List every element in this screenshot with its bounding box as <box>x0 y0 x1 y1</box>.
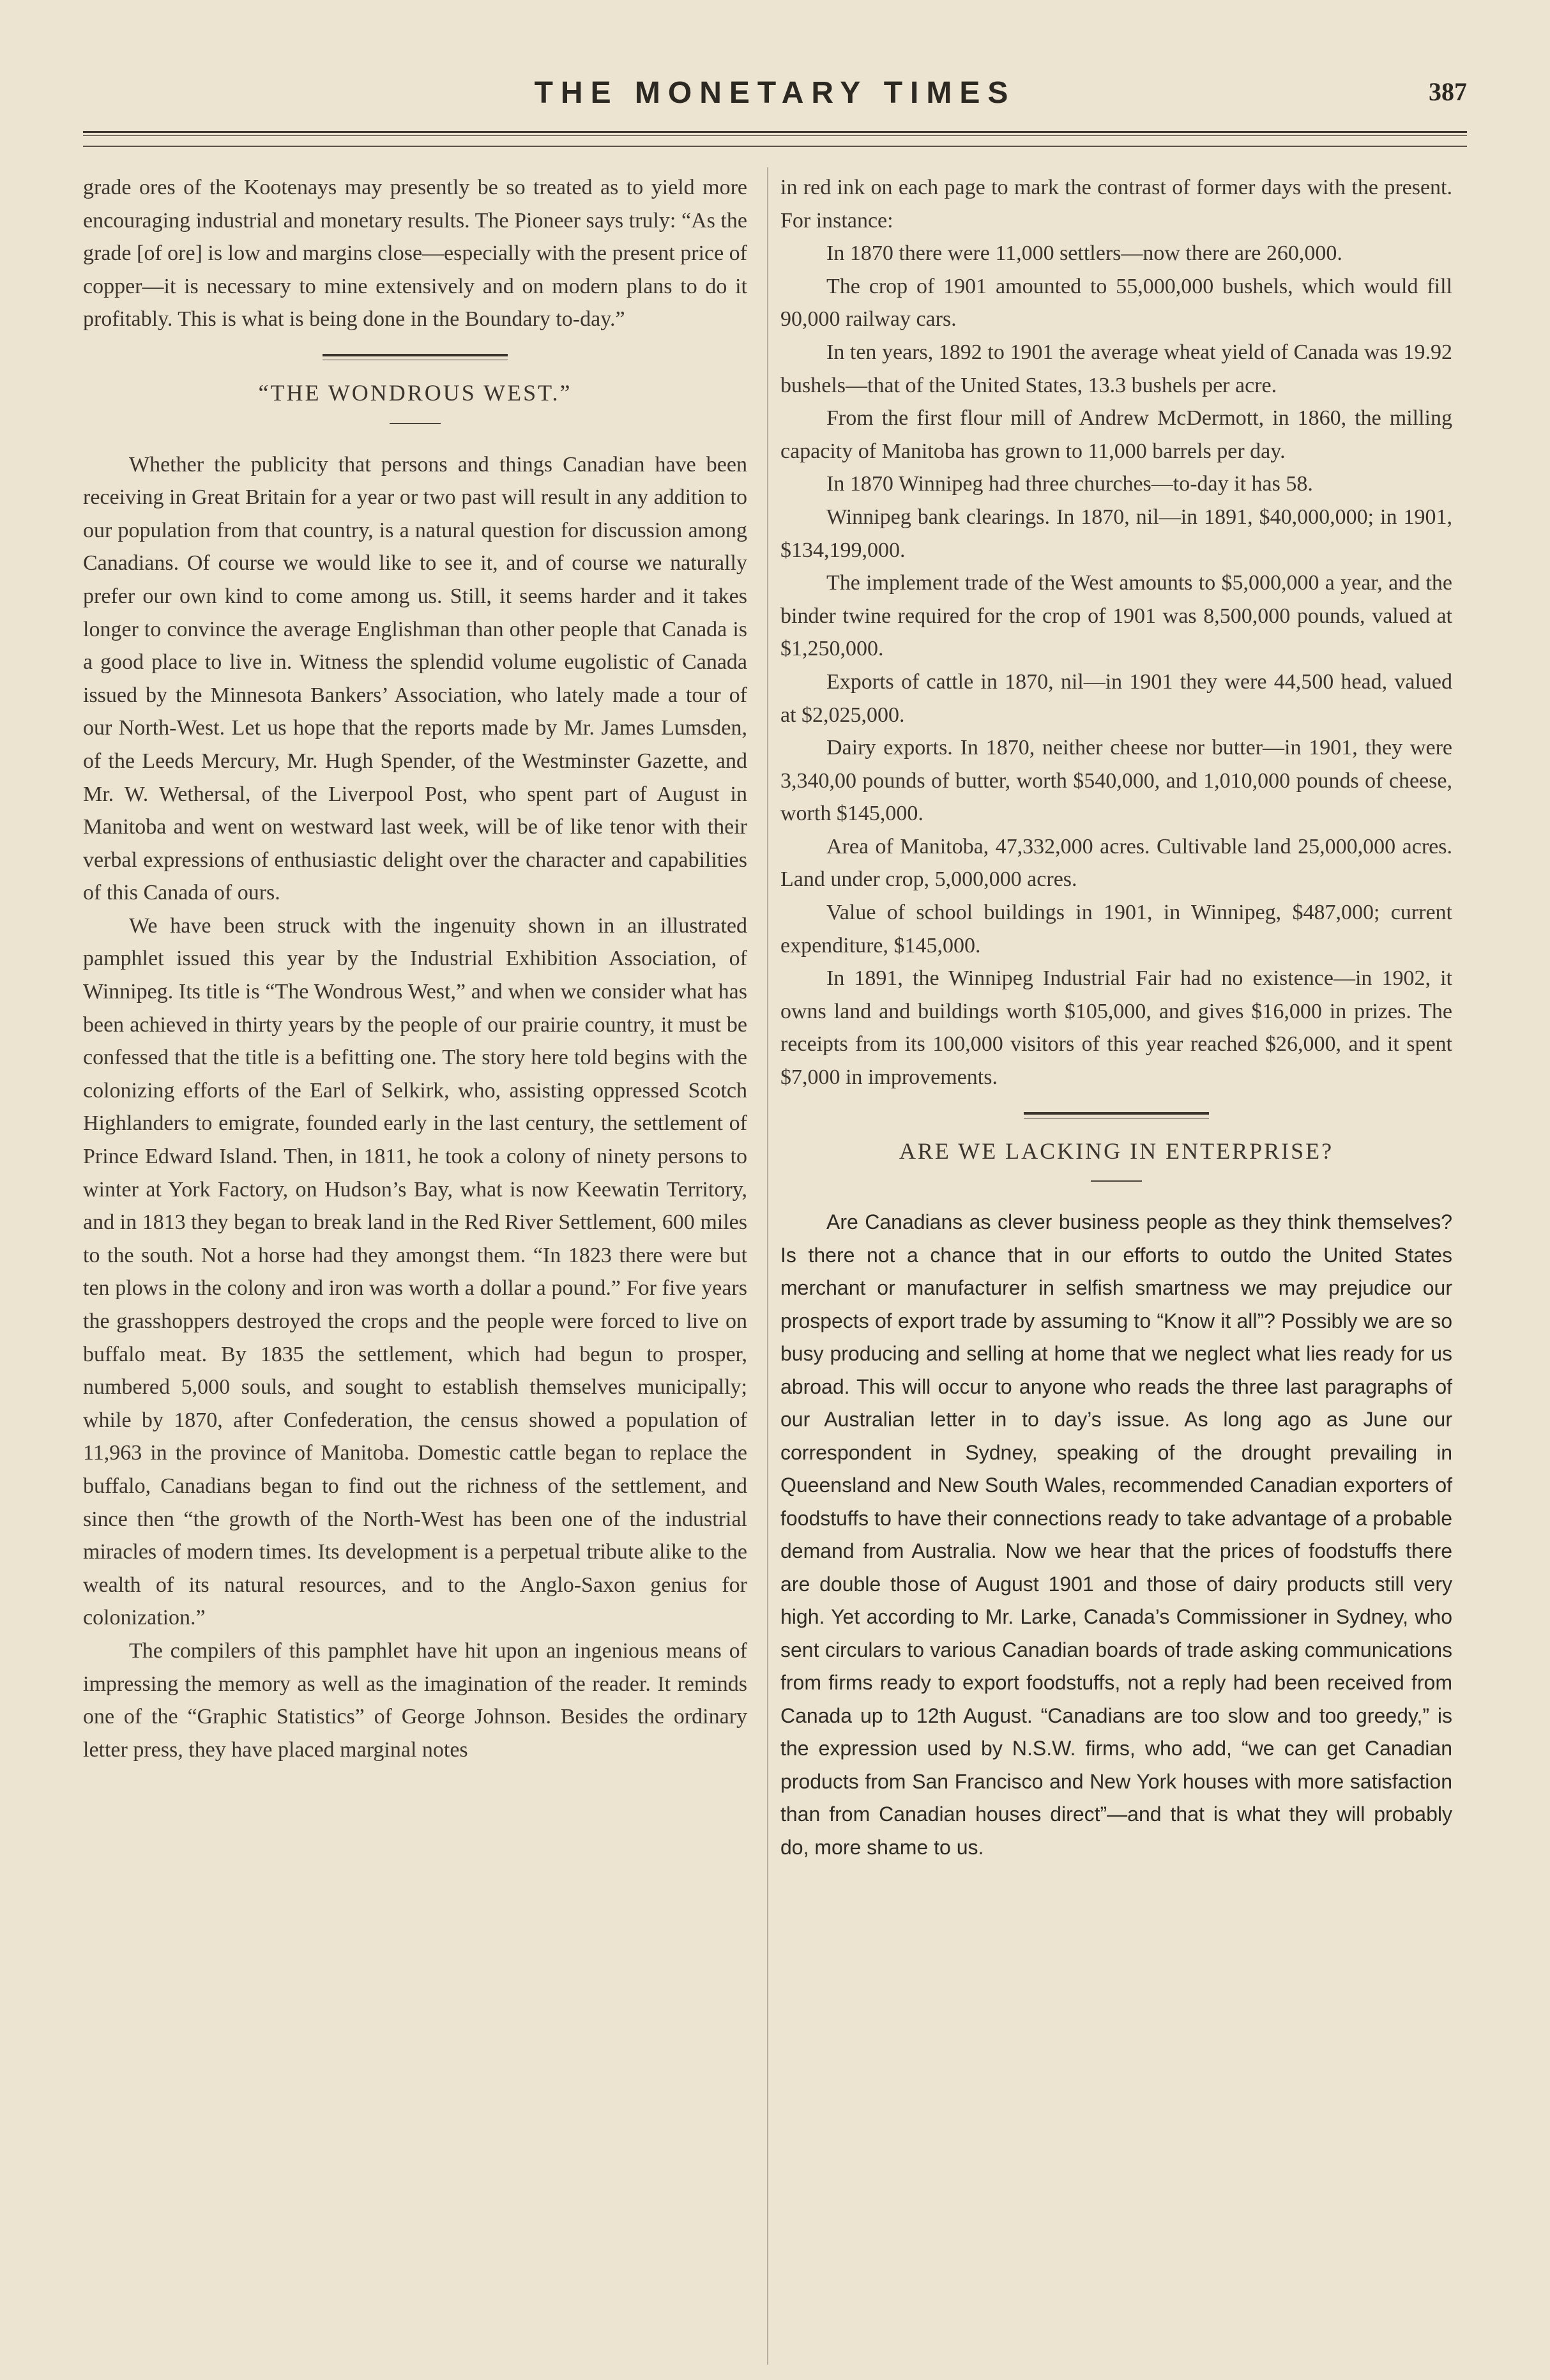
statistic-item: In ten years, 1892 to 1901 the average wheat yield of Canada was 19.92 bushels—that of the United States, 13.3 bushels per acre. <box>780 340 1452 397</box>
statistic-item: The crop of 1901 amounted to 55,000,000 bushels, which would fill 90,000 railway cars. <box>780 274 1452 332</box>
statistic-item: In 1870 Winnipeg had three churches—to-day it has 58. <box>826 472 1313 496</box>
statistic-item: Dairy exports. In 1870, neither cheese nor butter—in 1901, they were 3,340,00 pounds of butter, worth $540,000, and 1,010,000 pounds of cheese, worth $145,000. <box>780 736 1452 826</box>
article-paragraph: Whether the publicity that persons and things Canadian have been receiving in Great Britain for a year or two past will result in any addition to our population from that country, is a natural question for discussion among Canadians. Of course we would like to see it, and of course we naturally prefer our own kind to come among us. Still, it seems harder and it takes longer to convince the average Englishman than other people that Canada is a good place to live in. Witness the splendid volume eugolistic of Canada issued by the Minnesota Bankers’ Association, who lately made a tour of our North-West. Let us hope that the reports made by Mr. James Lumsden, of the Leeds Mercury, Mr. Hugh Spender, of the Westminster Gazette, and Mr. W. Wethersal, of the Liverpool Post, who spent part of August in Manitoba and went on westward last week, will be of like tenor with their verbal expressions of enthusiastic delight over the character and capabilities of this Canada of ours. <box>83 452 747 905</box>
heading-rule <box>390 423 441 424</box>
publication-title: THE MONETARY TIMES <box>534 76 1016 110</box>
statistic-item: From the first flour mill of Andrew McDermott, in 1860, the milling capacity of Manitoba has grown to 11,000 barrels per day. <box>780 406 1452 463</box>
statistic-item: In 1870 there were 11,000 settlers—now there are 260,000. <box>826 241 1342 266</box>
continued-paragraph: grade ores of the Kootenays may presently be so treated as to yield more encouraging industrial and monetary results. The Pioneer says truly: “As the grade [of ore] is low and margins close—especially with the present price of copper—it is necessary to mine extensively and on modern plans to do it profitably. This is what is being done in the Boundary to-day.” <box>83 176 747 332</box>
statistic-item: Winnipeg bank clearings. In 1870, nil—in 1891, $40,000,000; in 1901, $134,199,000. <box>780 505 1452 562</box>
article-heading-enterprise: ARE WE LACKING IN ENTERPRISE? <box>899 1138 1334 1164</box>
continued-paragraph: in red ink on each page to mark the contrast of former days with the present. For instance: <box>780 176 1452 233</box>
masthead <box>83 75 1467 114</box>
page-number: 387 <box>1429 77 1467 106</box>
article-paragraph: The compilers of this pamphlet have hit upon an ingenious means of impressing the memory as well as the imagination of the reader. It reminds one of the “Graphic Statistics” of George Johnson. Besides the ordinary letter press, they have placed marginal notes <box>83 1638 747 1762</box>
statistic-item: Exports of cattle in 1870, nil—in 1901 they were 44,500 head, valued at $2,025,000. <box>780 669 1452 727</box>
heading-rule <box>1091 1180 1142 1182</box>
article-paragraph: We have been struck with the ingenuity shown in an illustrated pamphlet issued this year by the Industrial Exhibition Association, of Winnipeg. Its title is “The Wondrous West,” and when we consider what has been achieved in thirty years by the people of our prairie country, it must be confessed that the title is a befitting one. The story here told begins with the colonizing efforts of the Earl of Selkirk, who, assisting oppressed Scotch Highlanders to emigrate, founded early in the last century, the settlement of Prince Edward Island. Then, in 1811, he took a colony of ninety persons to winter at York Factory, on Hudson’s Bay, what is now Keewatin Territory, and in 1813 they began to break land in the Red River Settlement, 600 miles to the south. Not a horse had they amongst them. “In 1823 there were but ten plows in the colony and iron was worth a dollar a pound.” For five years the grasshoppers destroyed the crops and the people were forced to live on buffalo meat. By 1835 the settlement, which had begun to prosper, numbered 5,000 souls, and sought to establish themselves municipally; while by 1870, after Confederation, the census showed a population of 11,963 in the province of Manitoba. Domestic cattle began to replace the buffalo, Canadians began to find out the richness of the settlement, and since then “the growth of the North-West has been one of the industrial miracles of modern times. Its development is a perpetual tribute alike to the wealth of its natural resources, and to the Anglo-Saxon genius for colonization.” <box>83 913 747 1630</box>
masthead-rule-secondary <box>83 146 1467 147</box>
right-column <box>780 171 1452 1864</box>
column-divider <box>767 167 768 2365</box>
statistic-item: Area of Manitoba, 47,332,000 acres. Cultivable land 25,000,000 acres. Land under crop, 5,000,000 acres. <box>780 834 1452 892</box>
masthead-rule <box>83 131 1467 136</box>
statistic-item: The implement trade of the West amounts to $5,000,000 a year, and the binder twine required for the crop of 1901 was 8,500,000 pounds, valued at $1,250,000. <box>780 571 1452 661</box>
section-divider <box>1024 1112 1209 1118</box>
article-heading-wondrous-west: “THE WONDROUS WEST.” <box>258 379 572 406</box>
section-divider <box>323 354 508 360</box>
statistic-item: Value of school buildings in 1901, in Winnipeg, $487,000; current expenditure, $145,000. <box>780 901 1452 957</box>
article-paragraph: Are Canadians as clever business people as they think themselves? Is there not a chance that in our efforts to outdo the United States merchant or manufacturer in selfish smartness we may prejudice our prospects of export trade by assuming to “Know it all”? Possibly we are so busy producing and selling at home that we neglect what lies ready for us abroad. This will occur to anyone who reads the three last paragraphs of our Australian letter in to day’s issue. As long ago as June our correspondent in Sydney, speaking of the drought prevailing in Queensland and New South Wales, recommended Canadian exporters of foodstuffs to have their connections ready to take advantage of a probable demand from Australia. Now we hear that the prices of foodstuffs there are double those of August 1901 and those of dairy products still very high. Yet according to Mr. Larke, Canada’s Commissioner in Sydney, who sent circulars to various Canadian boards of trade asking communications from firms ready to export foodstuffs, not a reply had been received from Canada up to 12th August. “Canadians are too slow and too greedy,” is the expression used by N.S.W. firms, who add, “we can get Canadian products from San Francisco and New York houses with more satisfaction than from Canadian houses direct”—and that is what they will probably do, more shame to us. <box>780 1210 1452 1859</box>
left-column <box>83 171 747 1766</box>
statistic-item: In 1891, the Winnipeg Industrial Fair had no existence—in 1902, it owns land and buildings worth $105,000, and gives $16,000 in prizes. The receipts from its 100,000 visitors of this year reached $26,000, and it spent $7,000 in improvements. <box>780 966 1452 1090</box>
